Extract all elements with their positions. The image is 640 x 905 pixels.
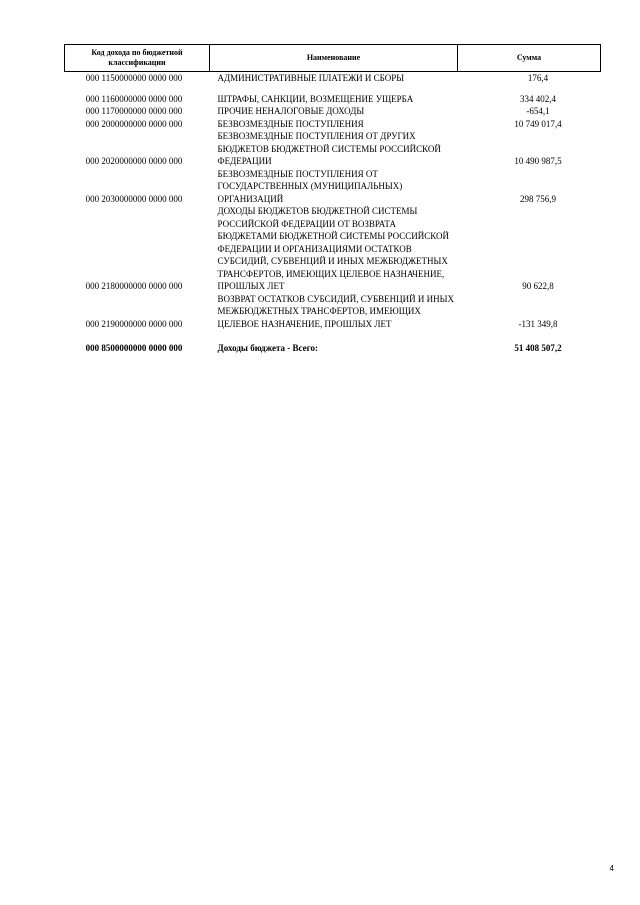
row-sum: 334 402,4 bbox=[520, 93, 556, 104]
row-name: БЕЗВОЗМЕЗДНЫЕ ПОСТУПЛЕНИЯ ОТ ДРУГИХ БЮДЖЕТОВ БЮДЖЕТНОЙ СИСТЕМЫ РОССИЙСКОЙ ФЕДЕРАЦИИ bbox=[217, 131, 441, 166]
header-sum: Сумма bbox=[458, 45, 601, 72]
row-code: 000 2180000000 0000 000 bbox=[85, 281, 183, 291]
table-row bbox=[65, 105, 601, 118]
row-code: 000 2030000000 0000 000 bbox=[85, 193, 183, 204]
table-header bbox=[65, 45, 601, 72]
table-row bbox=[65, 118, 601, 131]
row-name: АДМИНИСТРАТИВНЫЕ ПЛАТЕЖИ И СБОРЫ bbox=[217, 73, 405, 83]
row-name: ВОЗВРАТ ОСТАТКОВ СУБСИДИЙ, СУБВЕНЦИЙ И ИНЫХ МЕЖБЮДЖЕТНЫХ ТРАНСФЕРТОВ, ИМЕЮЩИХ ЦЕЛЕВОЕ НАЗНАЧЕНИЕ, ПРОШЛЫХ ЛЕТ bbox=[217, 293, 454, 329]
table-row bbox=[65, 293, 601, 331]
row-sum: -654,1 bbox=[526, 106, 550, 116]
row-sum: 298 756,9 bbox=[520, 193, 556, 204]
row-sum: 176,4 bbox=[527, 73, 549, 83]
table-row bbox=[65, 93, 601, 106]
row-name: БЕЗВОЗМЕЗДНЫЕ ПОСТУПЛЕНИЯ ОТ ГОСУДАРСТВЕННЫХ (МУНИЦИПАЛЬНЫХ) ОРГАНИЗАЦИЙ bbox=[217, 168, 403, 204]
total-row bbox=[65, 330, 601, 355]
table-row bbox=[65, 130, 601, 168]
total-label: Доходы бюджета - Всего: bbox=[217, 343, 319, 353]
row-name: БЕЗВОЗМЕЗДНЫЕ ПОСТУПЛЕНИЯ bbox=[217, 118, 364, 129]
row-sum: 10 749 017,4 bbox=[514, 118, 562, 129]
row-sum: -131 349,8 bbox=[518, 318, 558, 329]
total-sum: 51 408 507,2 bbox=[514, 343, 562, 353]
row-code: 000 1150000000 0000 000 bbox=[85, 73, 183, 83]
header-name: Наименование bbox=[210, 45, 458, 72]
row-name: ПРОЧИЕ НЕНАЛОГОВЫЕ ДОХОДЫ bbox=[217, 106, 365, 116]
row-code: 000 2190000000 0000 000 bbox=[85, 318, 183, 329]
table-row bbox=[65, 168, 601, 206]
revenue-table bbox=[64, 44, 601, 355]
total-code: 000 8500000000 0000 000 bbox=[85, 343, 183, 353]
row-name: ШТРАФЫ, САНКЦИИ, ВОЗМЕЩЕНИЕ УЩЕРБА bbox=[217, 93, 414, 104]
row-code: 000 1160000000 0000 000 bbox=[85, 93, 183, 104]
row-name: ДОХОДЫ БЮДЖЕТОВ БЮДЖЕТНОЙ СИСТЕМЫ РОССИЙСКОЙ ФЕДЕРАЦИИ ОТ ВОЗВРАТА БЮДЖЕТАМИ БЮДЖЕТНОЙ СИСТЕМЫ РОССИЙСКОЙ ФЕДЕРАЦИИ И ОРГАНИЗАЦИЯМИ ОСТАТКОВ СУБСИДИЙ, СУБВЕНЦИЙ И ИНЫХ МЕЖБЮДЖЕТНЫХ ТРАНСФЕРТОВ, ИМЕЮЩИХ ЦЕЛЕВОЕ НАЗНАЧЕНИЕ, ПРОШЛЫХ ЛЕТ bbox=[217, 206, 450, 291]
row-code: 000 1170000000 0000 000 bbox=[85, 106, 183, 116]
row-sum: 10 490 987,5 bbox=[514, 156, 562, 166]
row-code: 000 2020000000 0000 000 bbox=[85, 156, 183, 166]
page-number: 4 bbox=[609, 864, 614, 873]
header-code: Код дохода по бюджетной классификации bbox=[65, 45, 210, 72]
row-sum: 90 622,8 bbox=[522, 281, 554, 291]
table-row bbox=[65, 205, 601, 293]
table-row bbox=[65, 72, 601, 85]
row-code: 000 2000000000 0000 000 bbox=[85, 118, 183, 129]
row-spacer bbox=[65, 85, 601, 93]
